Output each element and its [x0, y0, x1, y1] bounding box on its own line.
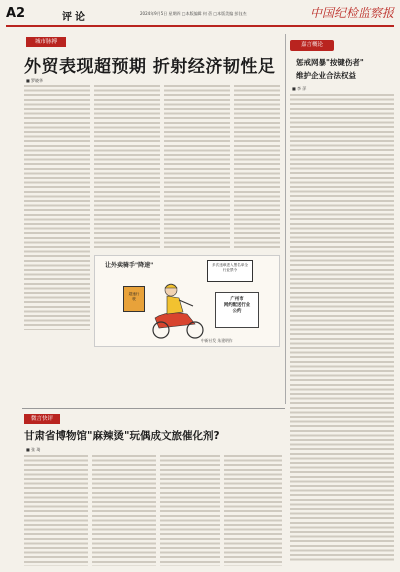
- main-headline: 外贸表现超预期 折射经济韧性足: [24, 57, 276, 77]
- column-tag: [26, 37, 66, 47]
- bottom-body-col-3: [160, 454, 220, 566]
- cartoon-plate-line-2: 网约配送行业: [223, 303, 251, 308]
- bottom-headline: 甘肃省博物馆"麻辣烫"玩偶成文旅催化剂?: [24, 430, 220, 442]
- cartoon-sign-text: 多次违章进入黑名单全行业禁令: [212, 263, 248, 272]
- main-body-col-4: [234, 84, 280, 250]
- sidebar-headline-2: 维护企业合法权益: [296, 71, 356, 80]
- cartoon-speech-sign: [207, 260, 253, 282]
- cartoon-title: 让外卖骑手"降速": [105, 262, 154, 269]
- cartoon-box: [94, 255, 280, 347]
- bottom-byline: ■ 张 琦: [26, 447, 41, 452]
- main-body-col-1: [24, 84, 90, 330]
- cartoon-plate-line-1: 广州市: [230, 297, 244, 302]
- sidebar-headline-1: 惩戒网暴"按键伤者": [296, 58, 364, 67]
- section-divider: [22, 408, 285, 409]
- sidebar-tag: [290, 40, 334, 51]
- date-line: 2024年9月5日 星期四 □本版编辑 何 蓓 □本版美编 彭钰杰: [140, 11, 247, 16]
- bottom-tag: [24, 414, 60, 424]
- masthead-logo: 中国纪检监察报: [310, 6, 395, 20]
- section-name: 评论: [62, 12, 88, 23]
- column-tag-label: 城市脉搏: [34, 39, 57, 45]
- bottom-body-col-2: [92, 454, 156, 566]
- main-byline: ■ 罗晓华: [26, 78, 44, 83]
- bottom-body-col-1: [24, 454, 88, 566]
- bottom-body-col-4: [224, 454, 282, 566]
- column-divider: [285, 34, 286, 404]
- cartoon-plate: [215, 292, 259, 328]
- main-body-col-2: [94, 84, 160, 250]
- main-body-col-3: [164, 84, 230, 250]
- cartoon-rider-illustration: [141, 280, 211, 342]
- cartoon-box-label: 超速行驶: [128, 292, 140, 301]
- cartoon-caption: 中新社发 朱建明作: [201, 338, 233, 343]
- cartoon-plate-line-3: 公约: [232, 309, 242, 314]
- sidebar-body: [290, 93, 394, 563]
- sidebar-tag-label: 嘉言概论: [300, 42, 323, 48]
- page-number: A2: [6, 6, 26, 21]
- sidebar-byline: ■ 李 萍: [292, 86, 307, 91]
- header-rule: [6, 25, 394, 27]
- bottom-tag-label: 微言快评: [30, 416, 53, 422]
